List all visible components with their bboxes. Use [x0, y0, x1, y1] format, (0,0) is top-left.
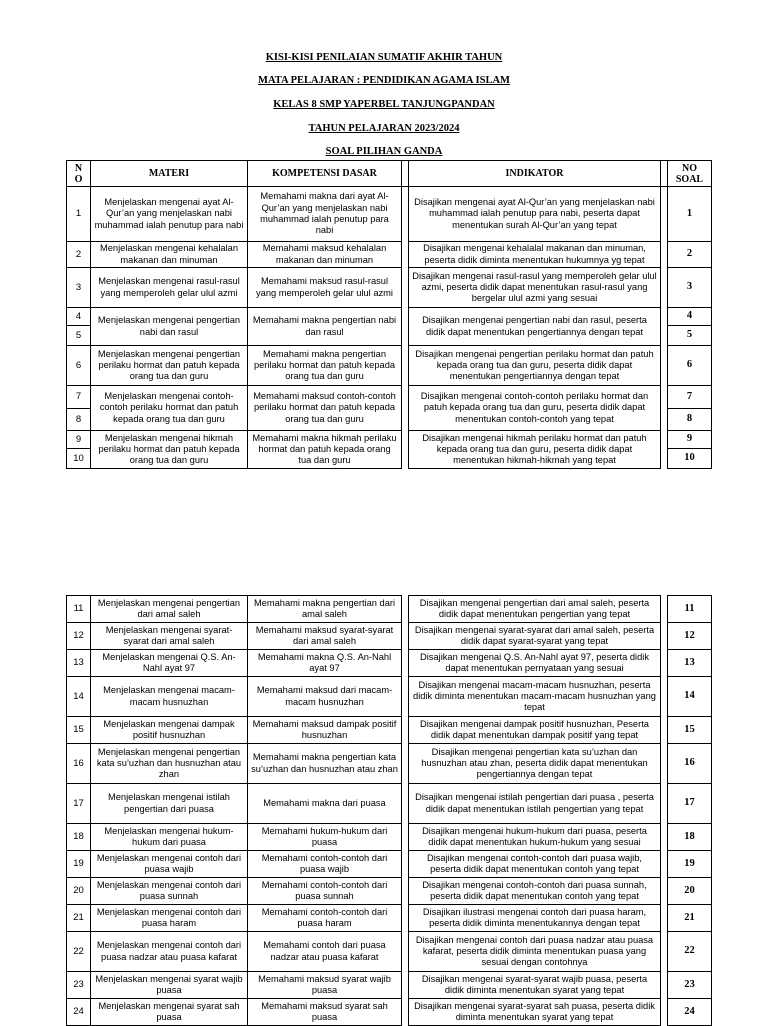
- row-number: 1: [67, 187, 91, 242]
- header-row: [67, 161, 712, 187]
- table-row: [67, 999, 712, 1026]
- column-gap: [661, 972, 668, 999]
- indikator-cell: Disajikan mengenai contoh-contoh dari puasa sunnah, peserta didik dapat menentukan contoh yang tepat: [409, 878, 661, 905]
- soal-number: 10: [668, 449, 712, 469]
- materi-cell: Menjelaskan mengenai syarat-syarat dari amal saleh: [91, 623, 248, 650]
- column-gap: [661, 308, 668, 346]
- row-number: 3: [67, 268, 91, 308]
- kd-cell: Memahami maksud dampak positif husnuzhan: [248, 717, 402, 744]
- soal-number: 13: [668, 650, 712, 677]
- indikator-cell: Disajikan mengenai Q.S. An-Nahl ayat 97, peserta didik dapat menentukan pernyataan yang sesuai: [409, 650, 661, 677]
- row-number: 4: [67, 308, 91, 326]
- row-number: 17: [67, 784, 91, 824]
- column-gap: [402, 744, 409, 784]
- indikator-cell: Disajikan mengenai contoh dari puasa nadzar atau puasa kafarat, peserta didik diminta menentukan puasa yang sesuai dengan contohnya: [409, 932, 661, 972]
- doc-title: KISI-KISI PENILAIAN SUMATIF AKHIR TAHUN: [265, 52, 503, 63]
- indikator-cell: Disajikan mengenai syarat-syarat dari amal saleh, peserta didik dapat syarat-syarat yang tepat: [409, 623, 661, 650]
- column-gap: [661, 851, 668, 878]
- column-gap: [402, 999, 409, 1026]
- indikator-cell: Disajikan mengenai dampak positif husnuzhan, Peserta didik dapat menentukan dampak positif yang tepat: [409, 717, 661, 744]
- soal-number: 20: [668, 878, 712, 905]
- table-row: [67, 268, 712, 308]
- materi-cell: Menjelaskan mengenai Q.S. An-Nahl ayat 97: [91, 650, 248, 677]
- column-gap: [661, 650, 668, 677]
- soal-number: 24: [668, 999, 712, 1026]
- row-number: 16: [67, 744, 91, 784]
- column-gap: [661, 346, 668, 386]
- soal-number: 6: [668, 346, 712, 386]
- indikator-cell: Disajikan mengenai pengertian nabi dan rasul, peserta didik dapat menentukan pengertiannya dengan tepat: [409, 308, 661, 346]
- table-row: [67, 932, 712, 972]
- column-gap: [661, 242, 668, 268]
- column-gap: [402, 431, 409, 469]
- column-gap: [661, 623, 668, 650]
- kd-cell: Memahami makna hikmah perilaku hormat dan patuh kepada orang tua dan guru: [248, 431, 402, 469]
- column-gap: [661, 717, 668, 744]
- kd-cell: Memahami makna pengertian nabi dan rasul: [248, 308, 402, 346]
- row-number: 12: [67, 623, 91, 650]
- table-row: [67, 878, 712, 905]
- kd-cell: Memahami maksud syarat-syarat dari amal saleh: [248, 623, 402, 650]
- column-gap: [402, 905, 409, 932]
- row-number: 2: [67, 242, 91, 268]
- soal-number: 17: [668, 784, 712, 824]
- materi-cell: Menjelaskan mengenai pengertian perilaku hormat dan patuh kepada orang tua dan guru: [91, 346, 248, 386]
- soal-number: 7: [668, 386, 712, 409]
- row-number: 22: [67, 932, 91, 972]
- column-gap: [402, 717, 409, 744]
- col-soal-header: NO SOAL: [668, 161, 712, 187]
- kd-cell: Memahami maksud syarat wajib puasa: [248, 972, 402, 999]
- kd-cell: Memahami contoh-contoh dari puasa sunnah: [248, 878, 402, 905]
- row-number: 15: [67, 717, 91, 744]
- indikator-cell: Disajikan mengenai contoh-contoh dari puasa wajib, peserta didik dapat menentukan contoh yang tepat: [409, 851, 661, 878]
- soal-number: 9: [668, 431, 712, 449]
- indikator-cell: Disajikan mengenai kehalalal makanan dan minuman, peserta didik diminta menentukan hukumnya yg tepat: [409, 242, 661, 268]
- materi-cell: Menjelaskan mengenai kehalalan makanan dan minuman: [91, 242, 248, 268]
- soal-number: 14: [668, 677, 712, 717]
- indikator-cell: Disajikan mengenai pengertian perilaku hormat dan patuh kepada orang tua dan guru, peserta didik dapat menentukan pengertiannya dengan tepat: [409, 346, 661, 386]
- table-row: [67, 972, 712, 999]
- table-row: [67, 905, 712, 932]
- indikator-cell: Disajikan mengenai macam-macam husnuzhan, peserta didik diminta menentukan macam-macam husnuzhan yang tepat: [409, 677, 661, 717]
- column-gap: [661, 784, 668, 824]
- column-gap: [661, 999, 668, 1026]
- indikator-cell: Disajikan mengenai pengertian kata su’uzhan dan husnuzhan atau zhan, peserta didik dapat menentukan pengertiannya dengan tepat: [409, 744, 661, 784]
- table-row: [67, 851, 712, 878]
- indikator-cell: Disajikan mengenai pengertian dari amal saleh, peserta didik dapat menentukan pengertian yang tepat: [409, 596, 661, 623]
- table-row: [67, 784, 712, 824]
- table-row: [67, 623, 712, 650]
- soal-number: 4: [668, 308, 712, 326]
- row-number: 24: [67, 999, 91, 1026]
- column-gap: [402, 268, 409, 308]
- indikator-cell: Disajikan mengenai contoh-contoh perilaku hormat dan patuh kepada orang tua dan guru, peserta didik dapat menentukan contoh-contoh yang tepat: [409, 386, 661, 431]
- materi-cell: Menjelaskan mengenai dampak positif husnuzhan: [91, 717, 248, 744]
- soal-number: 12: [668, 623, 712, 650]
- section-title: SOAL PILIHAN GANDA: [325, 146, 443, 157]
- column-gap: [402, 623, 409, 650]
- materi-cell: Menjelaskan mengenai hukum-hukum dari puasa: [91, 824, 248, 851]
- row-number: 8: [67, 409, 91, 431]
- table-row: [67, 824, 712, 851]
- column-gap: [402, 386, 409, 431]
- soal-number: 3: [668, 268, 712, 308]
- col-materi-header: MATERI: [91, 161, 248, 187]
- indikator-cell: Disajikan mengenai istilah pengertian dari puasa , peserta didik dapat menentukan istilah pengertian yang tepat: [409, 784, 661, 824]
- column-gap: [661, 824, 668, 851]
- column-gap: [661, 431, 668, 469]
- materi-cell: Menjelaskan mengenai macam-macam husnuzhan: [91, 677, 248, 717]
- grid-table-1: [66, 160, 712, 469]
- row-number: 9: [67, 431, 91, 449]
- kd-cell: Memahami maksud rasul-rasul yang memperoleh gelar ulul azmi: [248, 268, 402, 308]
- row-number: 5: [67, 326, 91, 346]
- class-line: KELAS 8 SMP YAPERBEL TANJUNGPANDAN: [273, 99, 495, 110]
- column-gap: [661, 744, 668, 784]
- materi-cell: Menjelaskan mengenai contoh dari puasa haram: [91, 905, 248, 932]
- column-gap: [402, 308, 409, 346]
- column-gap: [661, 187, 668, 242]
- table-row: [67, 717, 712, 744]
- column-gap: [402, 824, 409, 851]
- row-number: 23: [67, 972, 91, 999]
- table-row: [67, 346, 712, 386]
- soal-number: 16: [668, 744, 712, 784]
- table-row: [67, 744, 712, 784]
- year-line: TAHUN PELAJARAN 2023/2024: [308, 123, 460, 134]
- table-row: [67, 242, 712, 268]
- soal-number: 8: [668, 409, 712, 431]
- col-no-header: N O: [67, 161, 91, 187]
- column-gap: [402, 677, 409, 717]
- indikator-cell: Disajikan mengenai ayat Al-Qur’an yang menjelaskan nabi muhammad ialah penutup para nabi, peserta dapat menentukan surah Al-Qur’an yang tepat: [409, 187, 661, 242]
- materi-cell: Menjelaskan mengenai contoh dari puasa sunnah: [91, 878, 248, 905]
- indikator-cell: Disajikan mengenai hukum-hukum dari puasa, peserta didik dapat menentukan hukum-hukum yang sesuai: [409, 824, 661, 851]
- column-gap: [661, 386, 668, 431]
- kd-cell: Memahami maksud syarat sah puasa: [248, 999, 402, 1026]
- row-number: 14: [67, 677, 91, 717]
- column-gap: [661, 161, 668, 187]
- indikator-cell: Disajikan mengenai rasul-rasul yang memperoleh gelar ulul azmi, peserta didik dapat menentukan rasul-rasul yang bergelar ulul azmi yang sesuai: [409, 268, 661, 308]
- row-number: 11: [67, 596, 91, 623]
- materi-cell: Menjelaskan mengenai contoh-contoh perilaku hormat dan patuh kepada orang tua dan guru: [91, 386, 248, 431]
- soal-number: 15: [668, 717, 712, 744]
- indikator-cell: Disajikan mengenai syarat-syarat sah puasa, peserta didik diminta menentukan syarat yang tepat: [409, 999, 661, 1026]
- soal-number: 21: [668, 905, 712, 932]
- column-gap: [661, 905, 668, 932]
- row-number: 6: [67, 346, 91, 386]
- materi-cell: Menjelaskan mengenai pengertian kata su’uzhan dan husnuzhan atau zhan: [91, 744, 248, 784]
- materi-cell: Menjelaskan mengenai rasul-rasul yang memperoleh gelar ulul azmi: [91, 268, 248, 308]
- grid-table-2: [66, 595, 712, 1026]
- table-row: [67, 596, 712, 623]
- kd-cell: Memahami hukum-hukum dari puasa: [248, 824, 402, 851]
- column-gap: [661, 677, 668, 717]
- materi-cell: Menjelaskan mengenai syarat wajib puasa: [91, 972, 248, 999]
- kd-cell: Memahami makna dari ayat Al-Qur’an yang menjelaskan nabi muhammad ialah penutup para nabi: [248, 187, 402, 242]
- column-gap: [661, 932, 668, 972]
- kd-cell: Memahami contoh-contoh dari puasa wajib: [248, 851, 402, 878]
- column-gap: [402, 784, 409, 824]
- kd-cell: Memahami contoh dari puasa nadzar atau puasa kafarat: [248, 932, 402, 972]
- column-gap: [661, 268, 668, 308]
- table-row: [67, 677, 712, 717]
- row-number: 10: [67, 449, 91, 469]
- soal-number: 18: [668, 824, 712, 851]
- column-gap: [402, 596, 409, 623]
- column-gap: [402, 932, 409, 972]
- row-number: 20: [67, 878, 91, 905]
- row-number: 7: [67, 386, 91, 409]
- column-gap: [402, 346, 409, 386]
- row-number: 18: [67, 824, 91, 851]
- column-gap: [402, 161, 409, 187]
- soal-number: 22: [668, 932, 712, 972]
- kd-cell: Memahami makna pengertian perilaku hormat dan patuh kepada orang tua dan guru: [248, 346, 402, 386]
- table-row: [67, 187, 712, 242]
- column-gap: [402, 187, 409, 242]
- materi-cell: Menjelaskan mengenai syarat sah puasa: [91, 999, 248, 1026]
- table-row: [67, 308, 712, 326]
- indikator-cell: Disajikan mengenai hikmah perilaku hormat dan patuh kepada orang tua dan guru, peserta didik dapat menentukan hikmah-hikmah yang tepat: [409, 431, 661, 469]
- table-row: [67, 431, 712, 449]
- soal-number: 11: [668, 596, 712, 623]
- materi-cell: Menjelaskan mengenai istilah pengertian dari puasa: [91, 784, 248, 824]
- kd-cell: Memahami makna dari puasa: [248, 784, 402, 824]
- kd-cell: Memahami makna pengertian dari amal saleh: [248, 596, 402, 623]
- kd-cell: Memahami makna pengertian kata su’uzhan dan husnuzhan atau zhan: [248, 744, 402, 784]
- column-gap: [402, 878, 409, 905]
- soal-number: 19: [668, 851, 712, 878]
- row-number: 21: [67, 905, 91, 932]
- soal-number: 1: [668, 187, 712, 242]
- col-kd-header: KOMPETENSI DASAR: [248, 161, 402, 187]
- kd-cell: Memahami makna Q.S. An-Nahl ayat 97: [248, 650, 402, 677]
- materi-cell: Menjelaskan mengenai hikmah perilaku hormat dan patuh kepada orang tua dan guru: [91, 431, 248, 469]
- materi-cell: Menjelaskan mengenai ayat Al-Qur’an yang menjelaskan nabi muhammad ialah penutup para nabi: [91, 187, 248, 242]
- kd-cell: Memahami maksud dari macam-macam husnuzhan: [248, 677, 402, 717]
- soal-number: 5: [668, 326, 712, 346]
- column-gap: [661, 596, 668, 623]
- column-gap: [402, 851, 409, 878]
- soal-number: 2: [668, 242, 712, 268]
- column-gap: [402, 650, 409, 677]
- table-row: [67, 650, 712, 677]
- column-gap: [402, 242, 409, 268]
- materi-cell: Menjelaskan mengenai contoh dari puasa nadzar atau puasa kafarat: [91, 932, 248, 972]
- subject-line: MATA PELAJARAN : PENDIDIKAN AGAMA ISLAM: [258, 75, 510, 86]
- kd-cell: Memahami contoh-contoh dari puasa haram: [248, 905, 402, 932]
- indikator-cell: Disajikan ilustrasi mengenai contoh dari puasa haram, peserta didik diminta menentukannya dengan tepat: [409, 905, 661, 932]
- soal-number: 23: [668, 972, 712, 999]
- column-gap: [661, 878, 668, 905]
- col-indikator-header: INDIKATOR: [409, 161, 661, 187]
- materi-cell: Menjelaskan mengenai pengertian nabi dan rasul: [91, 308, 248, 346]
- row-number: 13: [67, 650, 91, 677]
- indikator-cell: Disajikan mengenai syarat-syarat wajib puasa, peserta didik diminta menentukan syarat yang tepat: [409, 972, 661, 999]
- kd-cell: Memahami maksud kehalalan makanan dan minuman: [248, 242, 402, 268]
- kd-cell: Memahami maksud contoh-contoh perilaku hormat dan patuh kepada orang tua dan guru: [248, 386, 402, 431]
- column-gap: [402, 972, 409, 999]
- table-row: [67, 386, 712, 409]
- row-number: 19: [67, 851, 91, 878]
- materi-cell: Menjelaskan mengenai contoh dari puasa wajib: [91, 851, 248, 878]
- materi-cell: Menjelaskan mengenai pengertian dari amal saleh: [91, 596, 248, 623]
